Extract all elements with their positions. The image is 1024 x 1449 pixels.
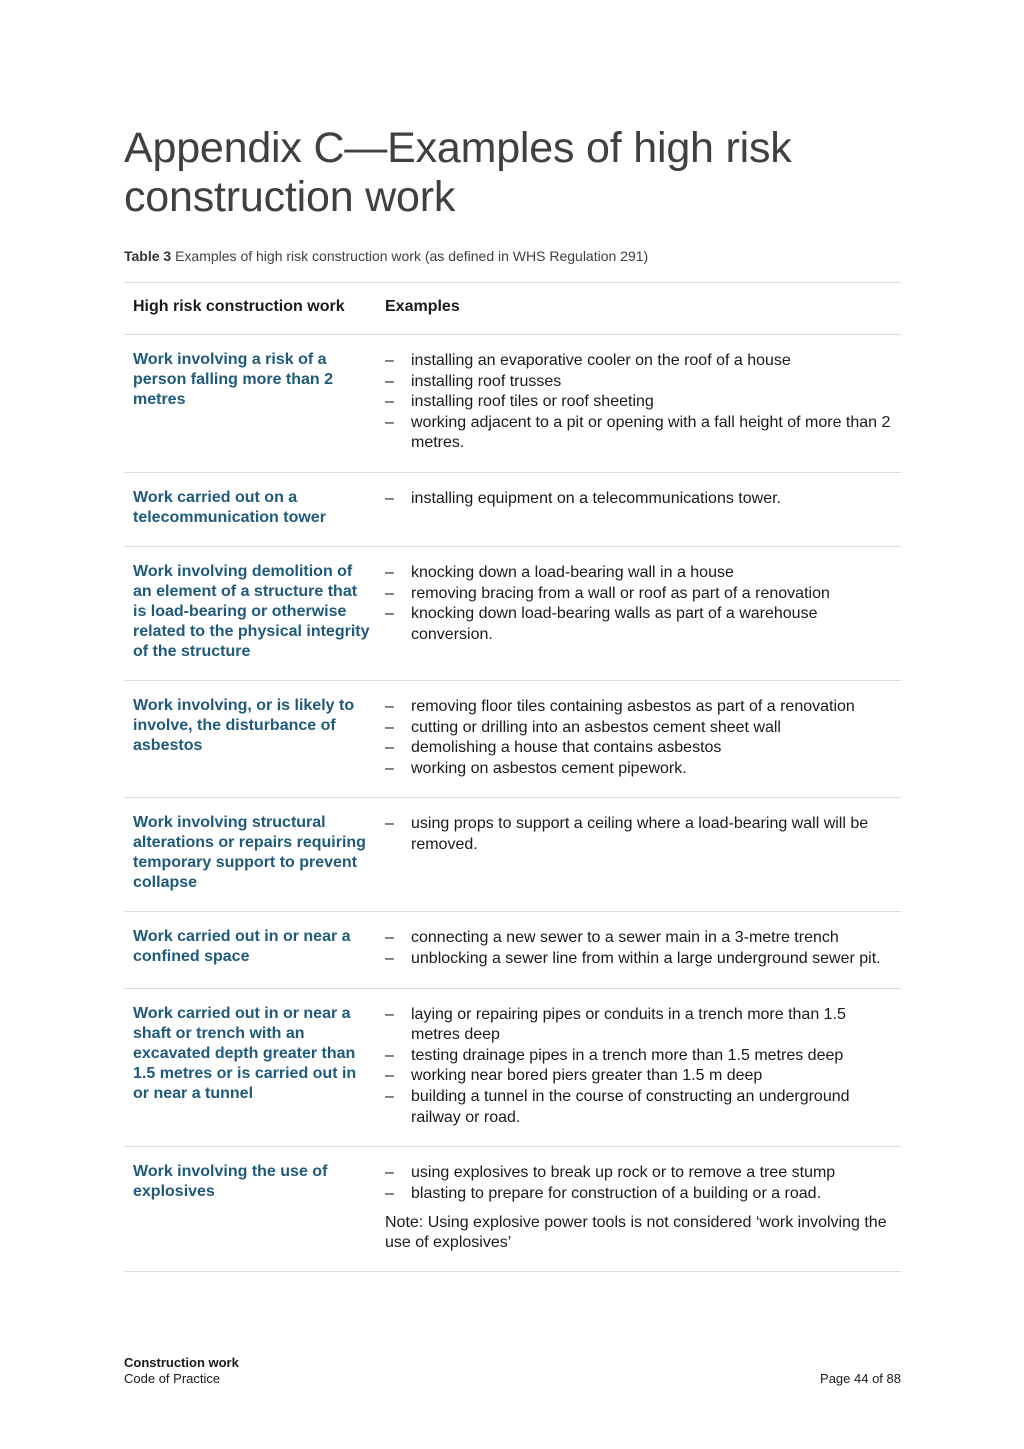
table-row — [124, 472, 901, 546]
table-row — [124, 546, 901, 680]
example-text: installing roof trusses — [411, 372, 562, 390]
examples-cell — [377, 1147, 901, 1272]
example-text: demolishing a house that contains asbestos — [411, 739, 722, 757]
table-row — [124, 912, 901, 988]
list-item — [385, 949, 893, 970]
list-item — [385, 1046, 893, 1067]
high-risk-work-cell: Work involving demolition of an element of a structure that is load-bearing or otherwise related to the physical integrity of the structure — [124, 546, 377, 680]
list-item — [385, 928, 893, 949]
examples-cell — [377, 798, 901, 912]
dash-bullet-icon: – — [385, 413, 394, 431]
table-row — [124, 1147, 901, 1272]
examples-list — [385, 563, 893, 645]
page-footer — [124, 1355, 901, 1387]
high-risk-work-cell: Work carried out in or near a confined space — [124, 912, 377, 988]
examples-cell — [377, 546, 901, 680]
high-risk-work-cell: Work involving, or is likely to involve, the disturbance of asbestos — [124, 680, 377, 797]
list-item — [385, 413, 893, 454]
dash-bullet-icon: – — [385, 352, 394, 369]
examples-cell — [377, 912, 901, 988]
example-text: connecting a new sewer to a sewer main in a 3-metre trench — [411, 929, 839, 947]
list-item — [385, 392, 893, 413]
table-row — [124, 335, 901, 473]
table-body — [124, 335, 901, 1272]
example-text: cutting or drilling into an asbestos cement sheet wall — [411, 718, 781, 736]
example-text: working on asbestos cement pipework. — [411, 759, 687, 777]
page-title: Appendix C—Examples of high risk construction work — [124, 124, 792, 221]
example-text: laying or repairing pipes or conduits in a trench more than 1.5 metres deep — [411, 1005, 846, 1044]
dash-bullet-icon: – — [385, 393, 394, 411]
example-text: knocking down load-bearing walls as part of a warehouse conversion. — [411, 605, 818, 643]
examples-list — [385, 814, 893, 855]
dash-bullet-icon: – — [385, 489, 394, 507]
example-text: using explosives to break up rock or to remove a tree stump — [411, 1164, 836, 1182]
footer-doc-subtitle: Code of Practice — [124, 1371, 221, 1386]
table-row — [124, 988, 901, 1147]
examples-list — [385, 1163, 893, 1204]
examples-list — [385, 351, 893, 454]
risk-table — [124, 282, 901, 1272]
list-item — [385, 738, 893, 759]
examples-list — [385, 1005, 893, 1129]
table-header-row — [124, 283, 901, 335]
dash-bullet-icon: – — [385, 718, 394, 736]
examples-cell — [377, 472, 901, 546]
high-risk-work-cell: Work involving the use of explosives — [124, 1147, 377, 1272]
example-text: removing bracing from a wall or roof as part of a renovation — [411, 584, 830, 602]
list-item — [385, 489, 893, 510]
list-item — [385, 1087, 893, 1128]
dash-bullet-icon: – — [385, 739, 394, 757]
example-text: installing roof tiles or roof sheeting — [411, 393, 654, 411]
table-row — [124, 798, 901, 912]
header-high-risk-work: High risk construction work — [124, 283, 377, 335]
example-text: knocking down a load-bearing wall in a house — [411, 563, 734, 581]
examples-cell — [377, 335, 901, 473]
example-text: installing an evaporative cooler on the roof of a house — [411, 352, 791, 369]
list-item — [385, 604, 893, 645]
list-item — [385, 697, 893, 718]
list-item — [385, 1066, 893, 1087]
high-risk-work-cell: Work carried out in or near a shaft or trench with an excavated depth greater than 1.5 metres or is carried out in or near a tunnel — [124, 988, 377, 1147]
dash-bullet-icon: – — [385, 584, 394, 602]
example-text: installing equipment on a telecommunications tower. — [411, 489, 781, 507]
footer-page-number: Page 44 of 88 — [820, 1371, 901, 1386]
dash-bullet-icon: – — [385, 1005, 394, 1023]
examples-cell — [377, 988, 901, 1147]
example-text: testing drainage pipes in a trench more than 1.5 metres deep — [411, 1046, 844, 1064]
high-risk-work-cell: Work involving a risk of a person falling more than 2 metres — [124, 335, 377, 473]
examples-cell — [377, 680, 901, 797]
dash-bullet-icon: – — [385, 372, 394, 390]
dash-bullet-icon: – — [385, 605, 394, 623]
dash-bullet-icon: – — [385, 815, 394, 833]
example-text: building a tunnel in the course of constructing an underground railway or road. — [411, 1087, 850, 1126]
examples-list — [385, 697, 893, 779]
table-row — [124, 680, 901, 797]
list-item — [385, 584, 893, 605]
example-text: blasting to prepare for construction of a building or a road. — [411, 1184, 822, 1202]
examples-note: Note: Using explosive power tools is not considered ‘work involving the use of explosives’ — [385, 1214, 887, 1252]
example-text: removing floor tiles containing asbestos as part of a renovation — [411, 697, 855, 715]
dash-bullet-icon: – — [385, 1184, 394, 1202]
list-item — [385, 1005, 893, 1046]
list-item — [385, 1163, 893, 1184]
table-caption — [124, 248, 648, 264]
examples-list — [385, 928, 893, 969]
footer-doc-title: Construction work — [124, 1355, 239, 1370]
example-text: unblocking a sewer line from within a large underground sewer pit. — [411, 949, 881, 967]
list-item — [385, 718, 893, 739]
dash-bullet-icon: – — [385, 563, 394, 581]
table-caption-text: Examples of high risk construction work (as defined in WHS Regulation 291) — [171, 248, 649, 264]
list-item — [385, 563, 893, 584]
dash-bullet-icon: – — [385, 929, 394, 947]
list-item — [385, 1184, 893, 1205]
dash-bullet-icon: – — [385, 697, 394, 715]
dash-bullet-icon: – — [385, 1046, 394, 1064]
example-text: using props to support a ceiling where a load-bearing wall will be removed. — [411, 815, 869, 853]
dash-bullet-icon: – — [385, 759, 394, 777]
table-caption-label: Table 3 — [124, 248, 172, 264]
list-item — [385, 814, 893, 855]
example-text: working adjacent to a pit or opening with a fall height of more than 2 metres. — [411, 413, 891, 452]
dash-bullet-icon: – — [385, 1067, 394, 1085]
list-item — [385, 351, 893, 372]
list-item — [385, 759, 893, 780]
dash-bullet-icon: – — [385, 1164, 394, 1182]
high-risk-work-cell: Work involving structural alterations or repairs requiring temporary support to prevent collapse — [124, 798, 377, 912]
example-text: working near bored piers greater than 1.5 m deep — [411, 1067, 763, 1085]
examples-list — [385, 489, 893, 510]
dash-bullet-icon: – — [385, 949, 394, 967]
list-item — [385, 372, 893, 393]
high-risk-work-cell: Work carried out on a telecommunication tower — [124, 472, 377, 546]
header-examples: Examples — [377, 283, 901, 335]
dash-bullet-icon: – — [385, 1087, 394, 1105]
